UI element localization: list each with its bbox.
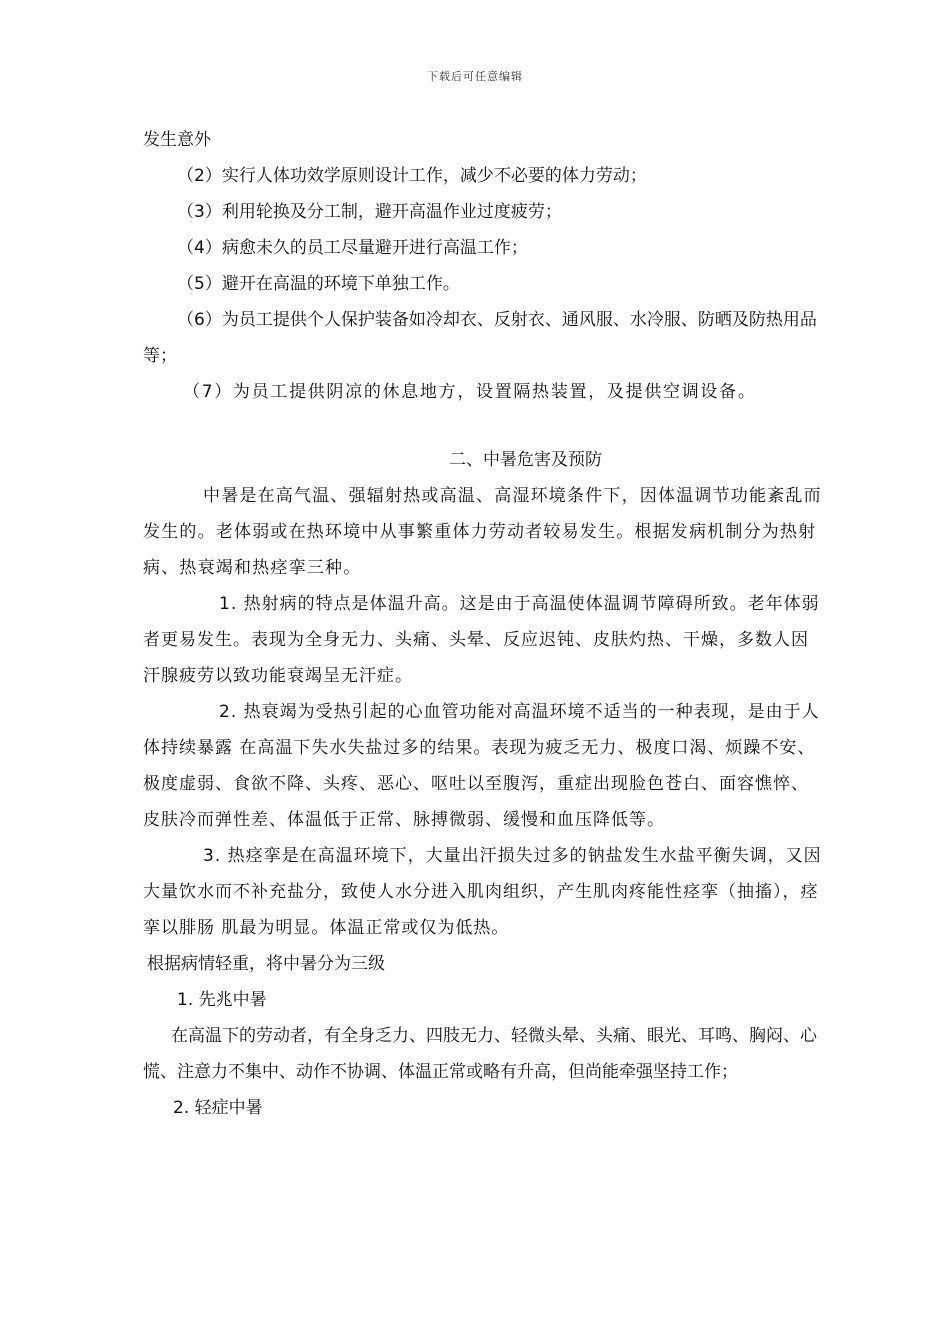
list-item-6: （6）为员工提供个人保护装备如冷却衣、反射衣、通风服、水冷服、防晒及防热用品等； [143,310,817,366]
list-item-5: （5）避开在高温的环境下单独工作。 [177,274,460,294]
document-body [143,122,823,1126]
paragraph-continuation: 发生意外 [143,130,211,150]
section-heading: 二、中暑危害及预防 [449,450,602,470]
paragraph-intro: 中暑是在高气温、强辐射热或高温、高湿环境条件下，因体温调节功能紊乱而发生的。老体弱或在热环境中从事繁重体力劳动者较易发生。根据发病机制分为热射病、热衰竭和热痉挛三种。 [143,486,822,578]
list-item-3: （3）利用轮换及分工制，避开高温作业过度疲劳； [177,202,562,222]
paragraph-heat-cramps: 3. 热痉挛是在高温环境下，大量出汗损失过多的钠盐发生水盐平衡失调，又因大量饮水而不补充盐分，致使人水分进入肌肉组织，产生肌肉疼能性痉挛（抽搐），痉挛以腓肠 肌最为明显。体温正常或仅为低热。 [143,846,822,938]
list-item-7: （7）为员工提供阴凉的休息地方，设置隔热装置，及提供空调设备。 [183,382,757,402]
paragraph-heatstroke: 1. 热射病的特点是体温升高。这是由于高温使体温调节障碍所致。老年体弱者更易发生。表现为全身无力、头痛、头晕、反应迟钝、皮肤灼热、干燥，多数人因汗腺疲劳以致功能衰竭呈无汗症。 [143,594,820,686]
paragraph-classification: 根据病情轻重，将中暑分为三级 [147,954,385,974]
list-item-4: （4）病愈未久的员工尽量避开进行高温工作； [177,238,528,258]
list-item-2: （2）实行人体功效学原则设计工作，减少不必要的体力劳动； [177,166,647,186]
subheading-level-1: 1. 先兆中暑 [177,990,267,1010]
page-header: 下载后可任意编辑 [427,70,523,83]
subheading-level-2: 2. 轻症中暑 [173,1098,263,1118]
paragraph-heat-exhaustion: 2. 热衰竭为受热引起的心血管功能对高温环境不适当的一种表现，是由于人体持续暴露 在高温下失水失盐过多的结果。表现为疲乏无力、极度口渴、烦躁不安、极度虚弱、食欲不降、头疼、恶心、呕吐以至腹泻，重症出现脸色苍白、面容憔悴、皮肤冷而弹性差、体温低于正常、脉搏微弱、缓慢和血压降低等。 [143,702,820,830]
paragraph-level-1: 在高温下的劳动者，有全身乏力、四肢无力、轻微头晕、头痛、眼光、耳鸣、胸闷、心慌、注意力不集中、动作不协调、体温正常或略有升高，但尚能牵强坚持工作； [143,1026,817,1082]
